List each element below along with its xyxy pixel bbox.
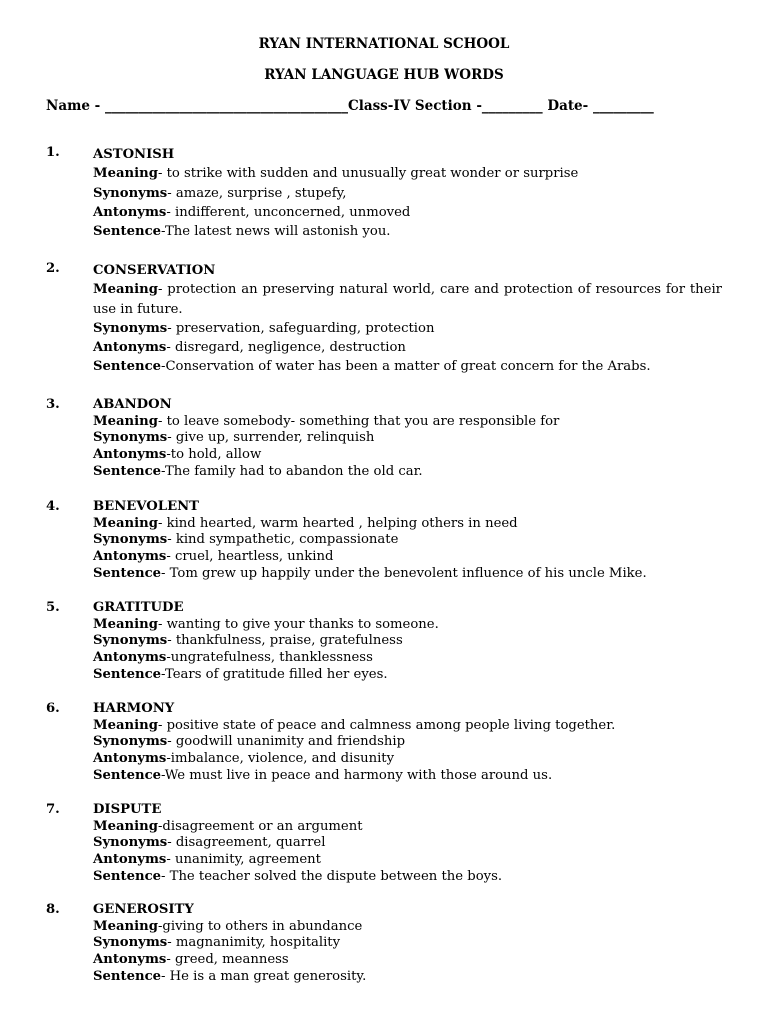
sentence-text: - The teacher solved the dispute between the boys. — [161, 868, 503, 884]
sentence-text: -Tears of gratitude filled her eyes. — [161, 666, 388, 682]
sentence-label: Sentence — [93, 666, 161, 682]
sentence-line — [93, 357, 722, 376]
entry-word: DISPUTE — [93, 802, 162, 817]
antonyms-line — [93, 338, 722, 357]
sentence-text: -We must live in peace and harmony with those around us. — [161, 767, 553, 783]
antonyms-label: Antonyms — [93, 340, 167, 356]
meaning-label: Meaning — [93, 616, 158, 632]
meaning-line — [93, 164, 722, 183]
meaning-label: Meaning — [93, 282, 158, 298]
synonyms-text: - kind sympathetic, compassionate — [167, 532, 399, 548]
synonyms-label: Synonyms — [93, 734, 168, 750]
student-info-line: Name - ____________________________________Class-IV Section -_________ Date- _________ — [46, 98, 654, 114]
antonyms-label: Antonyms — [93, 751, 167, 767]
sentence-label: Sentence — [93, 359, 161, 375]
antonyms-text: - disregard, negligence, destruction — [166, 340, 406, 356]
meaning-text: - protection an preserving natural world, care and protection of resources for their use in future. — [93, 282, 722, 317]
antonyms-line — [93, 751, 722, 768]
meaning-label: Meaning — [93, 413, 158, 429]
sentence-line — [93, 768, 722, 785]
synonyms-text: - give up, surrender, relinquish — [167, 430, 375, 446]
entry-number: 1. — [46, 145, 60, 160]
worksheet-title: RYAN LANGUAGE HUB WORDS — [264, 67, 504, 83]
antonyms-label: Antonyms — [93, 952, 167, 968]
meaning-text: - positive state of peace and calmness among people living together. — [157, 717, 616, 733]
sentence-text: - Tom grew up happily under the benevolent influence of his uncle Mike. — [161, 565, 647, 581]
meaning-line — [93, 280, 722, 319]
word-entry — [46, 701, 722, 784]
synonyms-text: - preservation, safeguarding, protection — [167, 320, 435, 336]
synonyms-label: Synonyms — [93, 835, 168, 851]
meaning-line — [93, 819, 722, 836]
meaning-label: Meaning — [93, 717, 158, 733]
antonyms-line — [93, 203, 722, 222]
sentence-line — [93, 667, 722, 684]
antonyms-label: Antonyms — [93, 852, 167, 868]
meaning-label: Meaning — [93, 515, 158, 531]
sentence-line — [93, 869, 722, 886]
entry-number: 2. — [46, 261, 60, 276]
word-entry — [46, 802, 722, 885]
antonyms-label: Antonyms — [93, 650, 167, 666]
synonyms-text: - goodwill unanimity and friendship — [167, 734, 406, 750]
synonyms-text: - disagreement, quarrel — [167, 835, 326, 851]
meaning-text: -disagreement or an argument — [157, 818, 363, 834]
word-entry — [46, 397, 722, 480]
sentence-label: Sentence — [93, 224, 161, 240]
sentence-label: Sentence — [93, 565, 161, 581]
synonyms-line — [93, 935, 722, 952]
entry-word: HARMONY — [93, 701, 175, 716]
entry-word: ABANDON — [93, 397, 172, 412]
entry-number: 6. — [46, 701, 60, 716]
sentence-label: Sentence — [93, 463, 161, 479]
synonyms-line — [93, 532, 722, 549]
antonyms-label: Antonyms — [93, 204, 167, 220]
entry-word: GENEROSITY — [93, 902, 194, 917]
word-entry — [46, 261, 722, 377]
antonyms-label: Antonyms — [93, 549, 167, 565]
sentence-line — [93, 464, 722, 481]
sentence-text: -The latest news will astonish you. — [161, 224, 391, 240]
antonyms-line — [93, 549, 722, 566]
synonyms-label: Synonyms — [93, 430, 168, 446]
antonyms-text: - greed, meanness — [166, 952, 289, 968]
synonyms-line — [93, 184, 722, 203]
meaning-line — [93, 617, 722, 634]
entry-number: 3. — [46, 397, 60, 412]
sentence-label: Sentence — [93, 767, 161, 783]
meaning-text: - wanting to give your thanks to someone. — [157, 616, 439, 632]
sentence-text: -Conservation of water has been a matter of great concern for the Arabs. — [161, 359, 651, 375]
word-entry — [46, 145, 722, 241]
entry-number: 5. — [46, 600, 60, 615]
meaning-label: Meaning — [93, 918, 158, 934]
antonyms-text: - unanimity, agreement — [166, 852, 321, 868]
meaning-line — [93, 516, 722, 533]
antonyms-line — [93, 852, 722, 869]
synonyms-line — [93, 430, 722, 447]
meaning-line — [93, 919, 722, 936]
meaning-label: Meaning — [93, 166, 158, 182]
antonyms-text: -to hold, allow — [166, 447, 262, 463]
word-entry — [46, 499, 722, 582]
synonyms-line — [93, 835, 722, 852]
synonyms-label: Synonyms — [93, 185, 168, 201]
antonyms-text: -ungratefulness, thanklessness — [166, 650, 373, 666]
meaning-label: Meaning — [93, 818, 158, 834]
entry-word: BENEVOLENT — [93, 499, 199, 514]
word-entry — [46, 902, 722, 985]
synonyms-line — [93, 734, 722, 751]
antonyms-text: - cruel, heartless, unkind — [166, 549, 334, 565]
antonyms-line — [93, 447, 722, 464]
synonyms-label: Synonyms — [93, 633, 168, 649]
meaning-text: - to strike with sudden and unusually great wonder or surprise — [157, 166, 579, 182]
entry-word: ASTONISH — [93, 147, 175, 162]
synonyms-label: Synonyms — [93, 532, 168, 548]
synonyms-label: Synonyms — [93, 935, 168, 951]
sentence-line — [93, 969, 722, 986]
meaning-line — [93, 414, 722, 431]
meaning-text: -giving to others in abundance — [157, 918, 363, 934]
synonyms-line — [93, 633, 722, 650]
synonyms-text: - amaze, surprise , stupefy, — [167, 185, 347, 201]
entry-word: GRATITUDE — [93, 600, 184, 615]
entry-word: CONSERVATION — [93, 263, 216, 278]
antonyms-text: -imbalance, violence, and disunity — [166, 751, 395, 767]
antonyms-label: Antonyms — [93, 447, 167, 463]
antonyms-line — [93, 650, 722, 667]
meaning-text: - kind hearted, warm hearted , helping others in need — [157, 515, 518, 531]
antonyms-line — [93, 952, 722, 969]
sentence-line — [93, 222, 722, 241]
school-name: RYAN INTERNATIONAL SCHOOL — [258, 36, 510, 52]
sentence-label: Sentence — [93, 968, 161, 984]
synonyms-text: - thankfulness, praise, gratefulness — [167, 633, 403, 649]
synonyms-label: Synonyms — [93, 320, 168, 336]
word-entry — [46, 600, 722, 683]
antonyms-text: - indifferent, unconcerned, unmoved — [166, 204, 411, 220]
sentence-line — [93, 566, 722, 583]
synonyms-text: - magnanimity, hospitality — [167, 935, 341, 951]
entry-number: 4. — [46, 499, 60, 514]
entry-number: 7. — [46, 802, 60, 817]
meaning-line — [93, 718, 722, 735]
sentence-label: Sentence — [93, 868, 161, 884]
sentence-text: -The family had to abandon the old car. — [161, 463, 423, 479]
entry-number: 8. — [46, 902, 60, 917]
sentence-text: - He is a man great generosity. — [161, 968, 367, 984]
synonyms-line — [93, 319, 722, 338]
meaning-text: - to leave somebody- something that you are responsible for — [157, 413, 560, 429]
